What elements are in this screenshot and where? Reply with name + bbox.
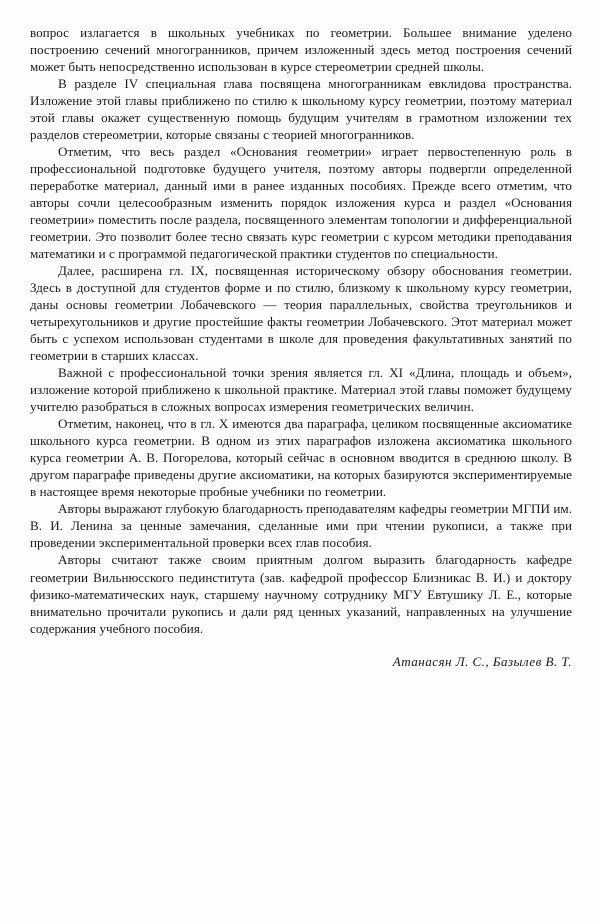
paragraph-3: Отметим, что весь раздел «Основания геометрии» играет первостепенную роль в профессиональной подготовке будущего учителя, поэтому авторы подвергли определенной переработке материал, данный ими в ранее изданных пособиях. Прежде всего отметим, что авторы сочли целесообразным изменить порядок изложения курса и раздел «Основания геометрии» поместить после раздела, посвященного элементам топологии и дифференциальной геометрии. Это позволит более тесно связать курс геометрии с курсом методики преподавания математики и с программой педагогической практики студентов по специальности. xyxy=(30,144,572,262)
paragraph-8: Авторы считают также своим приятным долгом выразить благодарность кафедре геометрии Вильнюсского пединститута (зав. кафедрой профессор Близникас В. И.) и доктору физико-математических наук, старшему научному сотруднику МГУ Евтушику Л. Е., которые внимательно прочитали рукопись и дали ряд ценных указаний, направленных на улучшение содержания учебного пособия. xyxy=(30,552,572,636)
paragraph-4: Далее, расширена гл. IX, посвященная историческому обзору обоснования геометрии. Здесь в доступной для студентов форме и по стилю, близкому к школьному курсу геометрии, даны основы геометрии Лобачевского — теория параллельных, свойства треугольников и четырехугольников и другие простейшие факты геометрии Лобачевского. Этот материал может быть с успехом использован студентами в школе для проведения факультативных занятий по геометрии в старших классах. xyxy=(30,263,572,364)
paragraph-6: Отметим, наконец, что в гл. X имеются два параграфа, целиком посвященные аксиоматике школьного курса геометрии. В одном из этих параграфов изложена аксиоматика школьного курса геометрии А. В. Погорелова, который сейчас в основном вводится в среднюю школу. В другом параграфе приведены другие аксиоматики, на которых базируются экспериментируемые в настоящее время некоторые пробные учебники по геометрии. xyxy=(30,416,572,500)
paragraph-1: вопрос излагается в школьных учебниках по геометрии. Большее внимание уделено построению сечений многогранников, причем изложенный здесь метод построения сечений может быть непосредственно использован в курсе стереометрии средней школы. xyxy=(30,25,572,75)
authors-signature: Атанасян Л. С., Базылев В. Т. xyxy=(392,653,572,669)
paragraph-5: Важной с профессиональной точки зрения является гл. XI «Длина, площадь и объем», изложение которой приближено к школьной практике. Материал этой главы поможет будущему учителю разобраться в сложных вопросах измерения геометрических величин. xyxy=(30,365,572,415)
blank-page-area xyxy=(0,624,600,922)
paragraph-7: Авторы выражают глубокую благодарность преподавателям кафедры геометрии МГПИ им. В. И. Ленина за ценные замечания, сделанные ими при чтении рукописи, а также при проведении экспериментальной проверки всех глав пособия. xyxy=(30,501,573,551)
paragraph-2: В разделе IV специальная глава посвящена многогранникам евклидова пространства. Изложение этой главы приближено по стилю к школьному курсу геометрии, поэтому материал этой главы окажет существенную помощь будущим учителям в грамотном изложении тех разделов стереометрии, которые связаны с теорией многогранников. xyxy=(30,76,572,143)
text-column xyxy=(30,24,572,670)
